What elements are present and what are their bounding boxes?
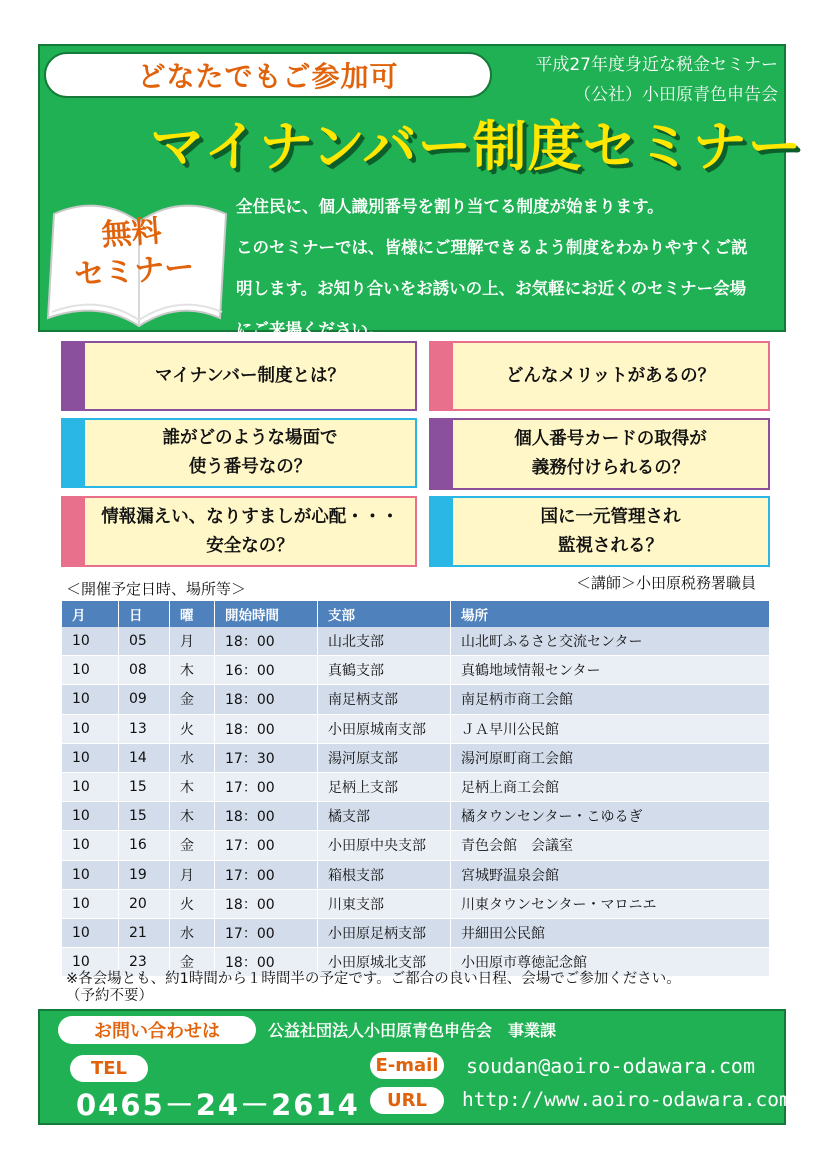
intro-text [236,186,780,350]
table-row [62,714,770,743]
cell-start-time: 17：00 [215,831,318,860]
table-row [62,627,770,656]
instructor-caption: ＜講師＞小田原税務署職員 [575,574,756,592]
free-seminar-badge [56,210,211,296]
cell-month: 10 [62,743,119,772]
cell-branch: 足柄上支部 [318,772,451,801]
cell-venue: 真鶴地域情報センター [451,656,770,685]
question-box [61,496,417,567]
intro-line: 明します。お知り合いをお誘いの上、お気軽にお近くのセミナー会場 [236,279,747,298]
schedule-table [62,601,770,977]
cell-weekday: 木 [170,656,215,685]
cell-venue: 足柄上商工会館 [451,772,770,801]
question-accent-bar [431,498,453,565]
question-box [429,418,770,490]
table-row [62,831,770,860]
cell-branch: 南足柄支部 [318,685,451,714]
cell-month: 10 [62,889,119,918]
table-header-row [62,601,770,627]
cell-month: 10 [62,772,119,801]
column-header-branch: 支部 [318,601,451,627]
cell-venue: 南足柄市商工会館 [451,685,770,714]
table-row [62,860,770,889]
question-accent-bar [431,420,453,488]
question-accent-bar [63,343,85,409]
cell-weekday: 金 [170,831,215,860]
cell-weekday: 水 [170,743,215,772]
question-line: 国に一元管理され [540,506,681,527]
question-accent-bar [63,420,85,486]
cell-start-time: 17：00 [215,918,318,947]
badge-line: セミナー [73,249,196,294]
cell-start-time: 18：00 [215,948,318,977]
cell-month: 10 [62,714,119,743]
question-accent-bar [431,343,453,409]
table-row [62,918,770,947]
cell-day: 13 [119,714,170,743]
organizer-name: （公社）小田原青色申告会 [574,85,778,105]
cell-month: 10 [62,860,119,889]
email-link[interactable]: soudan@aoiro-odawara.com [466,1054,755,1078]
cell-day: 21 [119,918,170,947]
intro-line: にご来場ください。 [236,320,385,339]
page-title: マイナンバー制度セミナー [150,115,803,178]
schedule-note [66,971,786,1005]
question-accent-bar [63,498,85,565]
cell-day: 09 [119,685,170,714]
intro-line: このセミナーでは、皆様にご理解できるよう制度をわかりやすくご説 [236,238,748,257]
cell-branch: 小田原城北支部 [318,948,451,977]
question-line: 誰がどのような場面で [162,428,338,448]
contact-organization: 公益社団法人小田原青色申告会 事業課 [268,1021,557,1040]
cell-month: 10 [62,685,119,714]
cell-weekday: 火 [170,889,215,918]
email-label: E-mail [370,1052,444,1079]
question-line: 使う番号なの？ [188,457,312,477]
column-header-start-time: 開始時間 [215,601,318,627]
tel-number: 0465－24－2614 [76,1088,360,1122]
cell-month: 10 [62,802,119,831]
cell-weekday: 水 [170,918,215,947]
cell-start-time: 16：00 [215,656,318,685]
cell-day: 14 [119,743,170,772]
cell-day: 15 [119,772,170,801]
website-link[interactable]: http://www.aoiro-odawara.com/ [462,1088,803,1111]
intro-line: 全住民に、個人識別番号を割り当てる制度が始まります。 [236,197,664,216]
cell-day: 16 [119,831,170,860]
cell-branch: 湯河原支部 [318,743,451,772]
cell-branch: 橘支部 [318,802,451,831]
url-label: URL [370,1087,444,1114]
table-row [62,685,770,714]
table-row [62,656,770,685]
question-line: 義務付けられるの？ [531,458,690,478]
cell-day: 05 [119,627,170,656]
cell-start-time: 17：00 [215,772,318,801]
question-box [61,341,417,411]
cell-venue: 湯河原町商工会館 [451,743,770,772]
cell-venue: 井細田公民館 [451,918,770,947]
cell-day: 20 [119,889,170,918]
question-line: マイナンバー制度とは？ [154,365,346,386]
cell-weekday: 月 [170,860,215,889]
cell-start-time: 18：00 [215,714,318,743]
cell-branch: 小田原中央支部 [318,831,451,860]
seminar-series-name: 平成27年度身近な税金セミナー [535,55,778,75]
cell-branch: 川東支部 [318,889,451,918]
cell-branch: 箱根支部 [318,860,451,889]
schedule-table-body [62,627,770,977]
badge-line: 無料 [100,213,163,254]
cell-venue: 橘タウンセンター・こゆるぎ [451,802,770,831]
question-line: 監視される？ [558,535,663,556]
cell-branch: 真鶴支部 [318,656,451,685]
cell-start-time: 18：00 [215,627,318,656]
cell-weekday: 月 [170,627,215,656]
cell-venue: 青色会館 会議室 [451,831,770,860]
cell-start-time: 18：00 [215,685,318,714]
schedule-caption: ＜開催予定日時、場所等＞ [66,580,247,598]
table-row [62,743,770,772]
cell-start-time: 17：30 [215,743,318,772]
tagline: どなたでもご参加可 [44,52,492,98]
question-box [429,341,770,411]
column-header-month: 月 [62,601,119,627]
cell-month: 10 [62,627,119,656]
cell-month: 10 [62,948,119,977]
cell-weekday: 木 [170,802,215,831]
cell-weekday: 金 [170,948,215,977]
table-row [62,802,770,831]
note-line: （予約不要） [66,988,153,1004]
cell-day: 23 [119,948,170,977]
cell-day: 15 [119,802,170,831]
table-row [62,772,770,801]
cell-month: 10 [62,831,119,860]
question-box [61,418,417,488]
cell-branch: 小田原城南支部 [318,714,451,743]
question-line: 情報漏えい、なりすましが心配・・・ [101,506,399,527]
cell-venue: 山北町ふるさと交流センター [451,627,770,656]
question-line: どんなメリットがあるの？ [505,365,716,386]
cell-start-time: 18：00 [215,889,318,918]
cell-venue: ＪＡ早川公民館 [451,714,770,743]
column-header-weekday: 曜 [170,601,215,627]
tel-label: TEL [70,1055,148,1082]
cell-weekday: 木 [170,772,215,801]
table-row [62,889,770,918]
contact-label: お問い合わせは [58,1016,256,1044]
cell-start-time: 18：00 [215,802,318,831]
question-line: 安全なの？ [206,535,294,556]
cell-day: 08 [119,656,170,685]
cell-weekday: 火 [170,714,215,743]
cell-branch: 山北支部 [318,627,451,656]
cell-month: 10 [62,918,119,947]
cell-venue: 宮城野温泉会館 [451,860,770,889]
cell-month: 10 [62,656,119,685]
note-line: ※各会場とも、約1時間から１時間半の予定です。ご都合の良い日程、会場でご参加ください。 [66,971,681,987]
cell-weekday: 金 [170,685,215,714]
column-header-venue: 場所 [451,601,770,627]
cell-branch: 小田原足柄支部 [318,918,451,947]
cell-venue: 小田原市尊徳記念館 [451,948,770,977]
question-box [429,496,770,567]
column-header-day: 日 [119,601,170,627]
cell-day: 19 [119,860,170,889]
cell-start-time: 17：00 [215,860,318,889]
cell-venue: 川東タウンセンター・マロニエ [451,889,770,918]
question-line: 個人番号カードの取得が [514,429,707,449]
